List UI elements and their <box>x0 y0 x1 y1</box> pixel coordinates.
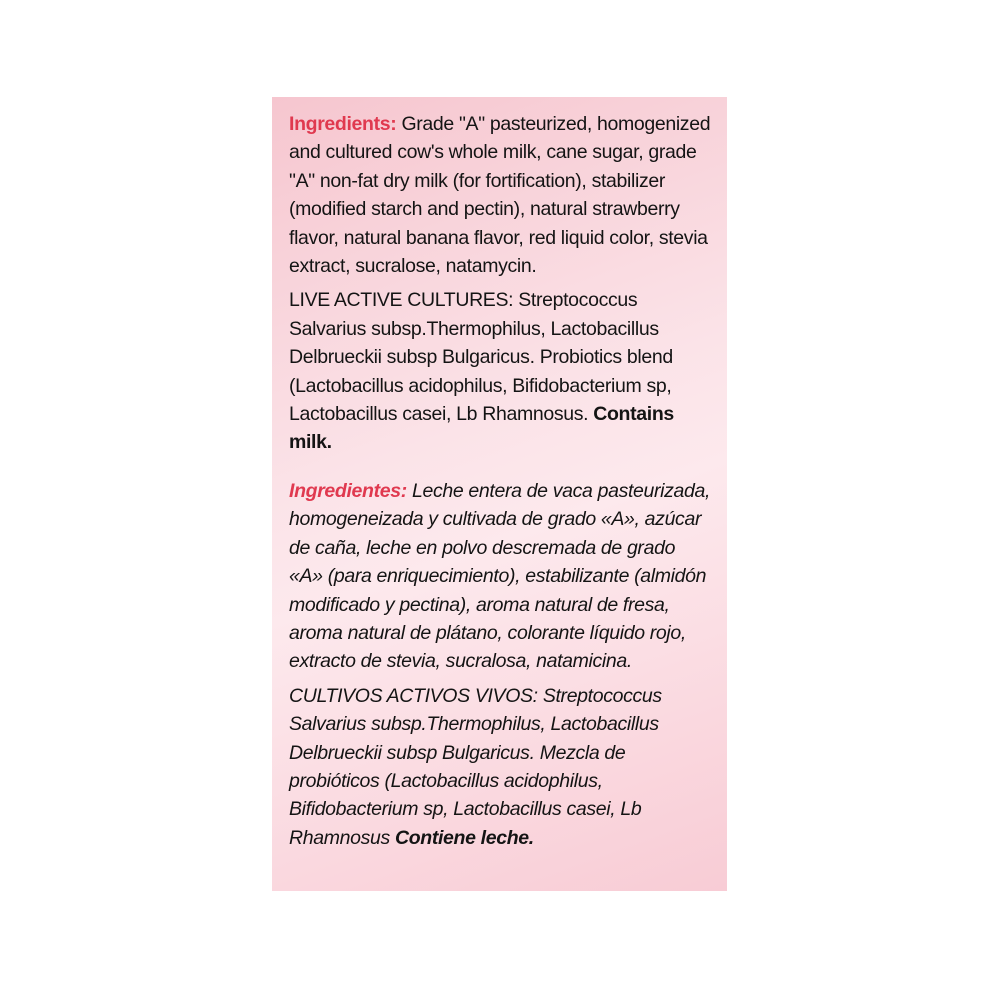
allergen-statement-english: Contains milk. <box>289 403 674 454</box>
allergen-statement-spanish: Contiene leche. <box>394 826 534 849</box>
cultures-text-english: LIVE ACTIVE CULTURES: Streptococcus Salvarius subsp.Thermophilus, Lactobacillus Delbrueckii subsp Bulgaricus. Probiotics blend (Lactobacillus acidophilus, Bifidobacterium sp, Lactobacillus casei, Lb Rhamnosus. <box>289 289 673 426</box>
ingredients-paragraph-english <box>289 110 713 280</box>
ingredients-heading-english: Ingredients: <box>289 113 397 135</box>
cultures-paragraph-spanish <box>289 682 713 852</box>
cultures-text-spanish: CULTIVOS ACTIVOS VIVOS: Streptococcus Salvarius subsp.Thermophilus, Lactobacillus Delbrueckii subsp Bulgaricus. Mezcla de probióticos (Lactobacillus acidophilus, Bifidobacterium sp, Lactobacillus casei, Lb Rhamnosus <box>289 684 662 849</box>
ingredients-text-english: Grade "A" pasteurized, homogenized and cultured cow's whole milk, cane sugar, grade "A" non-fat dry milk (for fortification), stabilizer (modified starch and pectin), natural strawberry flavor, natural banana flavor, red liquid color, stevia extract, sucralose, natamycin. <box>289 113 711 278</box>
ingredients-text-spanish: Leche entera de vaca pasteurizada, homogeneizada y cultivada de grado «A», azúcar de caña, leche en polvo descremada de grado «A» (para enriquecimiento), estabilizante (almidón modificado y pectina), aroma natural de fresa, aroma natural de plátano, colorante líquido rojo, extracto de stevia, sucralosa, natamicina. <box>289 479 711 673</box>
ingredients-heading-spanish: Ingredientes: <box>289 479 407 502</box>
ingredients-paragraph-spanish <box>289 477 713 676</box>
ingredients-label-panel <box>272 97 727 891</box>
cultures-paragraph-english <box>289 286 713 456</box>
